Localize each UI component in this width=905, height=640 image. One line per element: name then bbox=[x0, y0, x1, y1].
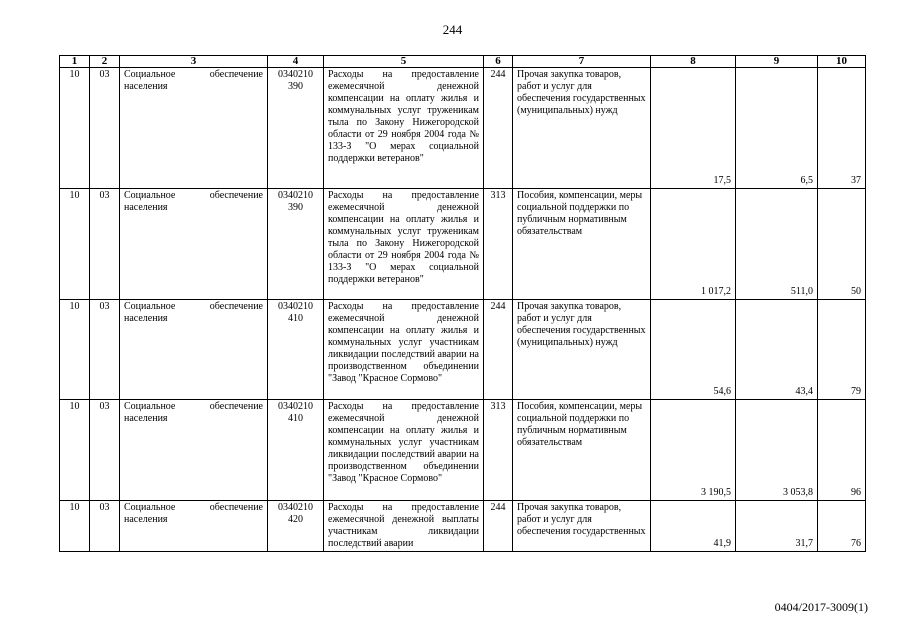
section-name: Социальное обеспечение населения bbox=[120, 189, 268, 300]
column-header: 9 bbox=[736, 56, 818, 68]
execution-percent: 37 bbox=[818, 68, 866, 189]
page-number: 244 bbox=[442, 22, 463, 37]
expense-type-code: 313 bbox=[484, 400, 513, 501]
subsection-code: 03 bbox=[90, 68, 120, 189]
planned-amount: 17,5 bbox=[651, 68, 736, 189]
expense-type-code: 313 bbox=[484, 189, 513, 300]
column-header: 7 bbox=[513, 56, 651, 68]
executed-amount: 511,0 bbox=[736, 189, 818, 300]
expense-description: Расходы на предоставление ежемесячной денежной компенсации на оплату жилья и коммунальных услуг труженикам тыла по Закону Нижегородской области от 29 ноября 2004 года № 133-З "О мерах социальной поддержки ветеранов" bbox=[324, 189, 484, 300]
expense-description: Расходы на предоставление ежемесячной денежной компенсации на оплату жилья и коммунальных услуг труженикам тыла по Закону Нижегородской области от 29 ноября 2004 года № 133-З "О мерах социальной поддержки ветеранов" bbox=[324, 68, 484, 189]
table-row bbox=[60, 68, 866, 189]
section-name: Социальное обеспечение населения bbox=[120, 68, 268, 189]
target-article-code: 0340210 410 bbox=[268, 400, 324, 501]
expense-type-name: Пособия, компенсации, меры социальной поддержки по публичным нормативным обязательствам bbox=[513, 189, 651, 300]
target-article-code: 0340210 390 bbox=[268, 68, 324, 189]
expense-type-code: 244 bbox=[484, 501, 513, 552]
column-header: 5 bbox=[324, 56, 484, 68]
executed-amount: 3 053,8 bbox=[736, 400, 818, 501]
executed-amount: 31,7 bbox=[736, 501, 818, 552]
column-header: 4 bbox=[268, 56, 324, 68]
section-name: Социальное обеспечение населения bbox=[120, 400, 268, 501]
planned-amount: 54,6 bbox=[651, 300, 736, 400]
execution-percent: 76 bbox=[818, 501, 866, 552]
section-code: 10 bbox=[60, 501, 90, 552]
expense-type-name: Прочая закупка товаров, работ и услуг для обеспечения государственных (муниципальных) нужд bbox=[513, 68, 651, 189]
column-header: 1 bbox=[60, 56, 90, 68]
column-header: 6 bbox=[484, 56, 513, 68]
expense-type-name: Прочая закупка товаров, работ и услуг для обеспечения государственных bbox=[513, 501, 651, 552]
target-article-code: 0340210 410 bbox=[268, 300, 324, 400]
subsection-code: 03 bbox=[90, 501, 120, 552]
expense-type-code: 244 bbox=[484, 300, 513, 400]
table-header-row bbox=[60, 56, 866, 68]
execution-percent: 79 bbox=[818, 300, 866, 400]
section-code: 10 bbox=[60, 189, 90, 300]
execution-percent: 50 bbox=[818, 189, 866, 300]
planned-amount: 1 017,2 bbox=[651, 189, 736, 300]
subsection-code: 03 bbox=[90, 400, 120, 501]
section-name: Социальное обеспечение населения bbox=[120, 300, 268, 400]
planned-amount: 3 190,5 bbox=[651, 400, 736, 501]
executed-amount: 6,5 bbox=[736, 68, 818, 189]
document-code: 0404/2017-3009(1) bbox=[774, 600, 868, 614]
table-row bbox=[60, 400, 866, 501]
expense-type-name: Прочая закупка товаров, работ и услуг для обеспечения государственных (муниципальных) нужд bbox=[513, 300, 651, 400]
expense-description: Расходы на предоставление ежемесячной денежной компенсации на оплату жилья и коммунальных услуг участникам ликвидации последствий аварии на производственном объединении "Завод "Красное Сормово" bbox=[324, 300, 484, 400]
table-row bbox=[60, 501, 866, 552]
table-row bbox=[60, 189, 866, 300]
column-header: 3 bbox=[120, 56, 268, 68]
target-article-code: 0340210 420 bbox=[268, 501, 324, 552]
section-code: 10 bbox=[60, 300, 90, 400]
expense-description: Расходы на предоставление ежемесячной денежной выплаты участникам ликвидации последствий аварии bbox=[324, 501, 484, 552]
section-code: 10 bbox=[60, 400, 90, 501]
column-header: 10 bbox=[818, 56, 866, 68]
expense-type-code: 244 bbox=[484, 68, 513, 189]
expense-description: Расходы на предоставление ежемесячной денежной компенсации на оплату жилья и коммунальных услуг участникам ликвидации последствий аварии на производственном объединении "Завод "Красное Сормово" bbox=[324, 400, 484, 501]
table-row bbox=[60, 300, 866, 400]
target-article-code: 0340210 390 bbox=[268, 189, 324, 300]
column-header: 2 bbox=[90, 56, 120, 68]
execution-percent: 96 bbox=[818, 400, 866, 501]
planned-amount: 41,9 bbox=[651, 501, 736, 552]
column-header: 8 bbox=[651, 56, 736, 68]
section-code: 10 bbox=[60, 68, 90, 189]
executed-amount: 43,4 bbox=[736, 300, 818, 400]
expense-type-name: Пособия, компенсации, меры социальной поддержки по публичным нормативным обязательствам bbox=[513, 400, 651, 501]
section-name: Социальное обеспечение населения bbox=[120, 501, 268, 552]
subsection-code: 03 bbox=[90, 300, 120, 400]
subsection-code: 03 bbox=[90, 189, 120, 300]
budget-table bbox=[59, 55, 866, 552]
